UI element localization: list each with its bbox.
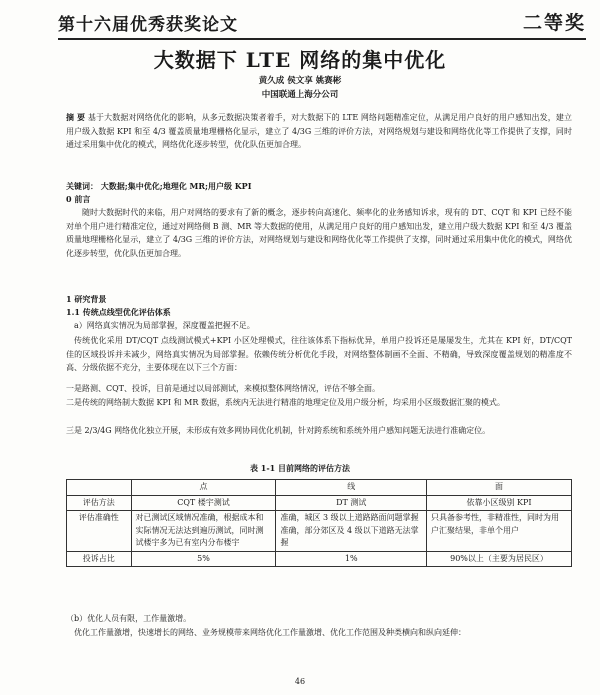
authors: 黄久成 侯文享 姚赛彬 — [258, 76, 342, 86]
table-corner-cell — [67, 480, 132, 496]
header-left: 第十六届优秀获奖论文 — [58, 15, 238, 35]
paper-title: 大数据下 LTE 网络的集中优化 — [153, 48, 447, 72]
list-item: 三是 2/3/4G 网络优化独立开展，未形成有效多网协同优化机制，针对跨系统和系统外用户感知问题无法进行准确定位。 — [66, 426, 491, 435]
table-row-label: 投诉占比 — [67, 551, 132, 567]
paragraph-a: a）网络真实情况为局部掌握，深度覆盖把握不足。 — [74, 321, 255, 330]
paragraph-d: 优化工作量激增，快速增长的网络、业务规模带来网络优化工作量激增、优化工作范围及种类横向和纵向延伸： — [74, 628, 466, 637]
table-caption: 表 1-1 目前网络的评估方法 — [249, 463, 351, 473]
table-header-point: 点 — [131, 480, 276, 496]
header-award: 二等奖 — [522, 12, 586, 34]
abstract — [66, 111, 572, 152]
table-cell: 5% — [131, 551, 276, 567]
table-cell: 依靠小区级别 KPI — [427, 495, 572, 511]
table-header-line: 线 — [276, 480, 427, 496]
table-header-area: 面 — [427, 480, 572, 496]
table-row — [67, 495, 572, 511]
abstract-label: 摘 要 — [66, 112, 86, 122]
page-number: 46 — [294, 677, 306, 686]
table-row — [67, 511, 572, 552]
organization: 中国联通上海分公司 — [261, 90, 339, 100]
keywords-label: 关键词： — [66, 181, 98, 191]
table-cell: 准确，城区 3 级以上道路路面问题掌握准确，部分郊区及 4 级以下道路无法掌握 — [276, 511, 427, 552]
table-cell: CQT 楼宇测试 — [131, 495, 276, 511]
paragraph-c: （b）优化人员有限，工作量激增。 — [66, 614, 192, 623]
table-cell: 1% — [276, 551, 427, 567]
section-heading-background: 1 研究背景 — [66, 294, 107, 304]
evaluation-table — [66, 479, 572, 567]
list-item: 一是路测、CQT、投诉，目前是通过以局部测试，来模拟整体网络情况，评估不够全面。 — [66, 384, 381, 393]
keywords-text: 大数据;集中优化;地理化 MR;用户级 KPI — [100, 181, 252, 191]
table-header-row — [67, 480, 572, 496]
table-cell: 90%以上（主要为居民区） — [427, 551, 572, 567]
running-header — [58, 8, 586, 40]
subsection-heading: 1.1 传统点线型优化评估体系 — [66, 307, 171, 317]
preface-paragraph: 随时大数据时代的来临，用户对网络的要求有了新的概念，逐步转向高速化、频率化的业务感知诉求，现有的 DT、CQT 和 KPI 已经不能对单个用户进行精准定位，通过对网络侧 B 测、MR 等大数据的使用，从满足用户良好的用户感知出发，建立用户级大数据 KPI 和至 4/3 覆盖质量地理栅格化显示，建立了 4/3G 三维的评价方法，对网络规划与建设和网络优化等工作提供了支撑，同时通过采用集中优化的模式，网络优化逐步转型，优化队伍更加合理。 — [66, 208, 572, 258]
table-cell: 对已测试区域情况准确，根据成本和实际情况无法达到遍历测试，同时测试楼宇多为已有室内分布楼宇 — [131, 511, 276, 552]
table-cell: DT 测试 — [276, 495, 427, 511]
table-cell: 只具备参考性，非精准性，同时为用户汇聚结果，非单个用户 — [427, 511, 572, 552]
list-item: 二是传统的网络制大数据 KPI 和 MR 数据，系统内无法进行精准的地理定位及用户级分析，均采用小区级数据汇聚的模式。 — [66, 398, 505, 407]
table-row-label: 评估准确性 — [67, 511, 132, 552]
paragraph-b: 传统优化采用 DT/CQT 点线测试模式+KPI 小区处理模式，往往该体系下指标优异，单用户投诉还是屡屡发生，尤其在 KPI 好，DT/CQT 佳的区域投诉并未减少，网络真实情况为局部掌握。依赖传统分析优化手段，对网络整体制画不全面、不精确，导致深度覆盖规划的精准度不高、分级依据不充分，主要体现在以下三个方面： — [66, 336, 572, 372]
abstract-text: 基于大数据对网络优化的影响，从多元数据决策者着手，对大数据下的 LTE 网络问题精准定位，从满足用户良好的用户感知出发，建立用户级入数据 KPI 和至 4/3 覆盖质量地理栅格化显示，建立了 4/3G 三维的评价方法，对网络规划与建设和网络优化等工作提供了支撑，同时通过采用集中优化的模式，网络优化逐步转型，优化队伍更加合理。 — [66, 113, 572, 149]
table-row — [67, 551, 572, 567]
section-heading-preface: 0 前言 — [66, 194, 91, 204]
table-row-label: 评估方法 — [67, 495, 132, 511]
keywords — [66, 180, 572, 194]
